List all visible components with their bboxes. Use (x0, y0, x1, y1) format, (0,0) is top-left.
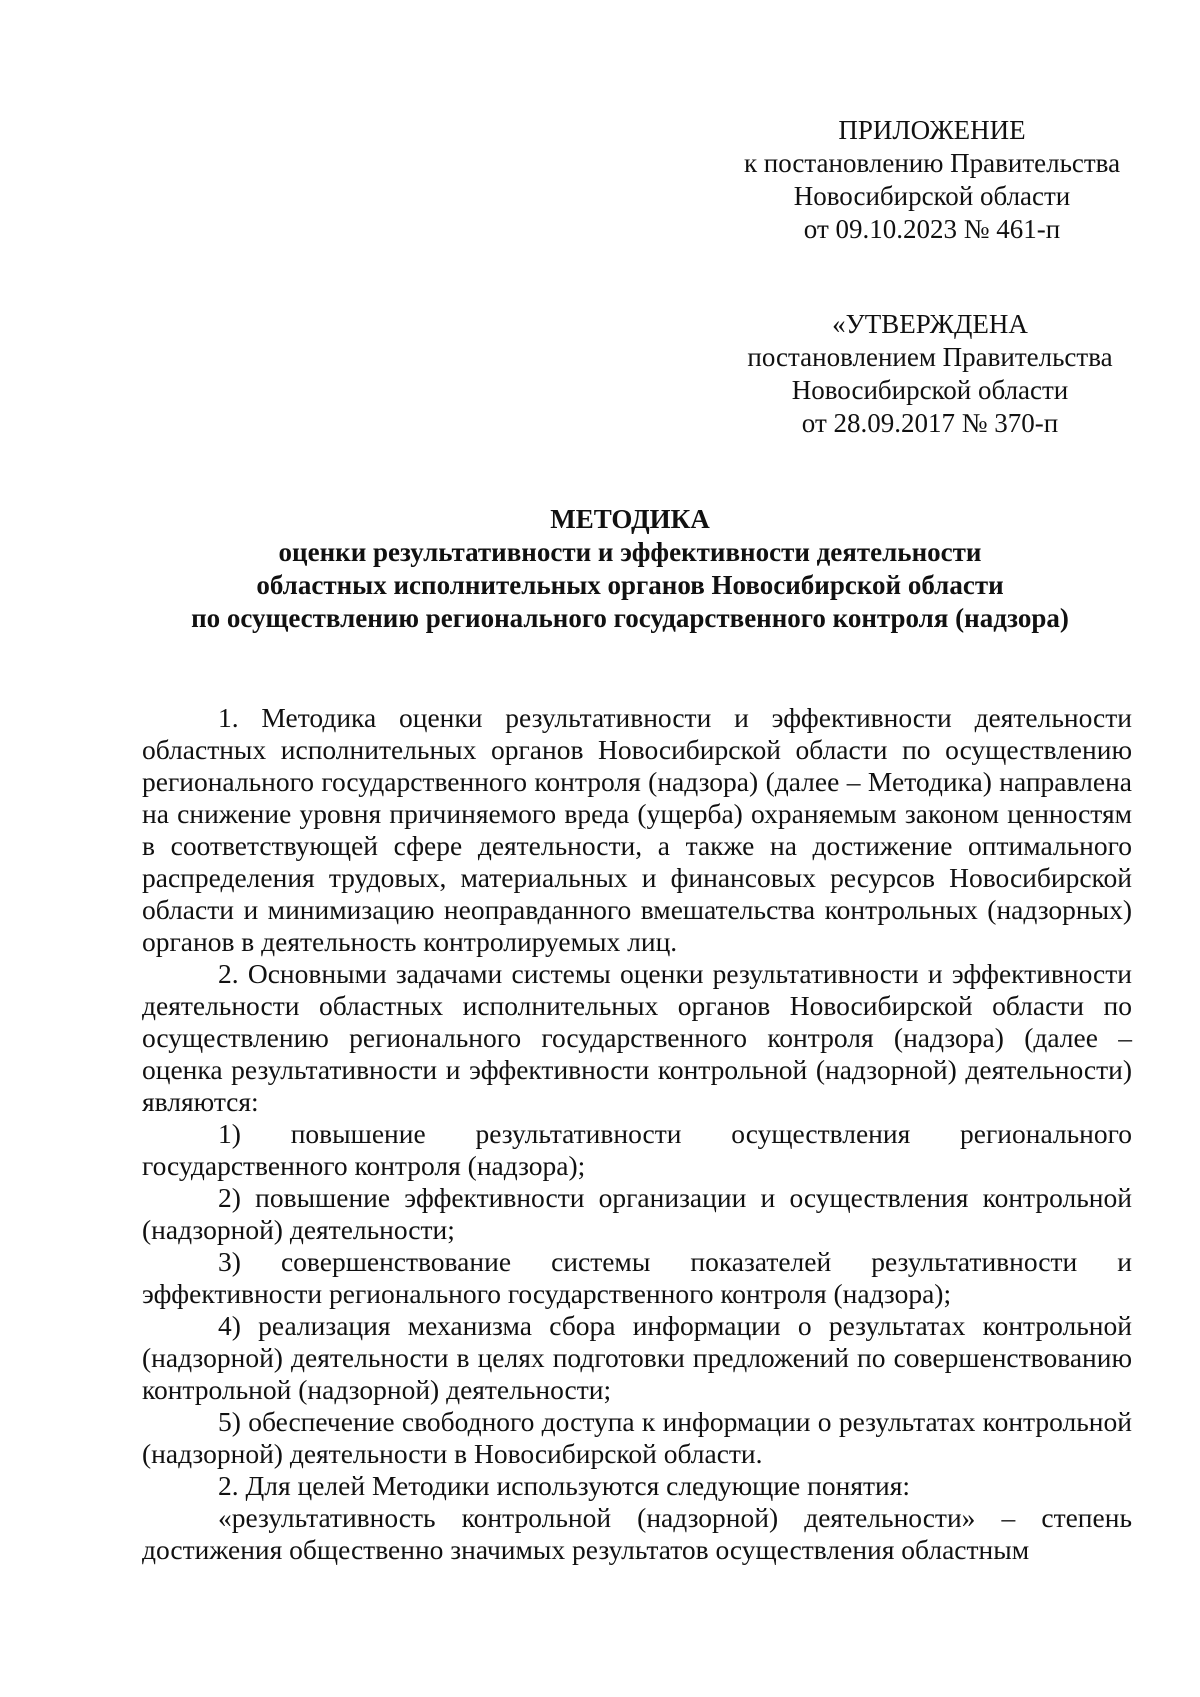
approval-line-2: Новосибирской области (791, 375, 1069, 405)
approval-title: «УТВЕРЖДЕНА (832, 309, 1028, 339)
approval-stamp-block (730, 308, 1130, 440)
annex-block (732, 114, 1132, 246)
list-item-5: 5) обеспечение свободного доступа к информации о результатах контрольной (надзорной) деятельности в Новосибирской области. (142, 1406, 1132, 1469)
annex-line-2: Новосибирской области (793, 181, 1071, 211)
title-line-2: областных исполнительных органов Новосибирской области (256, 570, 1004, 600)
approval-line-3: от 28.09.2017 № 370-п (801, 408, 1059, 438)
annex-line-1: к постановлению Правительства (743, 148, 1121, 178)
title-heading: МЕТОДИКА (550, 504, 710, 534)
list-item-3: 3) совершенствование системы показателей результативности и эффективности регионального государственного контроля (надзора); (142, 1246, 1132, 1309)
approval-line-1: постановлением Правительства (747, 342, 1113, 372)
document-body (142, 702, 1132, 1566)
list-item-2: 2) повышение эффективности организации и осуществления контрольной (надзорной) деятельности; (142, 1182, 1132, 1245)
definition-paragraph: «результативность контрольной (надзорной) деятельности» – степень достижения общественно значимых результатов осуществления областным (142, 1502, 1132, 1565)
list-item-1: 1) повышение результативности осуществления регионального государственного контроля (надзора); (142, 1118, 1132, 1181)
paragraph-2: 2. Основными задачами системы оценки результативности и эффективности деятельности областных исполнительных органов Новосибирской области по осуществлению регионального государственного контроля (надзора) (далее – оценка результативности и эффективности контрольной (надзорной) деятельности) являются: (142, 958, 1132, 1117)
annex-line-3: от 09.10.2023 № 461-п (803, 214, 1061, 244)
annex-title: ПРИЛОЖЕНИЕ (838, 115, 1026, 145)
paragraph-1: 1. Методика оценки результативности и эффективности деятельности областных исполнительных органов Новосибирской области по осуществлению регионального государственного контроля (надзора) (далее – Методика) направлена на снижение уровня причиняемого вреда (ущерба) охраняемым законом ценностям в соответствующей сфере деятельности, а также на достижение оптимального распределения трудовых, материальных и финансовых ресурсов Новосибирской области и минимизацию неоправданного вмешательства контрольных (надзорных) органов в деятельность контролируемых лиц. (142, 702, 1132, 957)
paragraph-3: 2. Для целей Методики используются следующие понятия: (218, 1470, 910, 1501)
list-item-4: 4) реализация механизма сбора информации о результатах контрольной (надзорной) деятельности в целях подготовки предложений по совершенствованию контрольной (надзорной) деятельности; (142, 1310, 1132, 1405)
document-title (130, 503, 1130, 635)
title-line-1: оценки результативности и эффективности деятельности (278, 537, 982, 567)
title-line-3: по осуществлению регионального государственного контроля (надзора) (191, 603, 1069, 633)
